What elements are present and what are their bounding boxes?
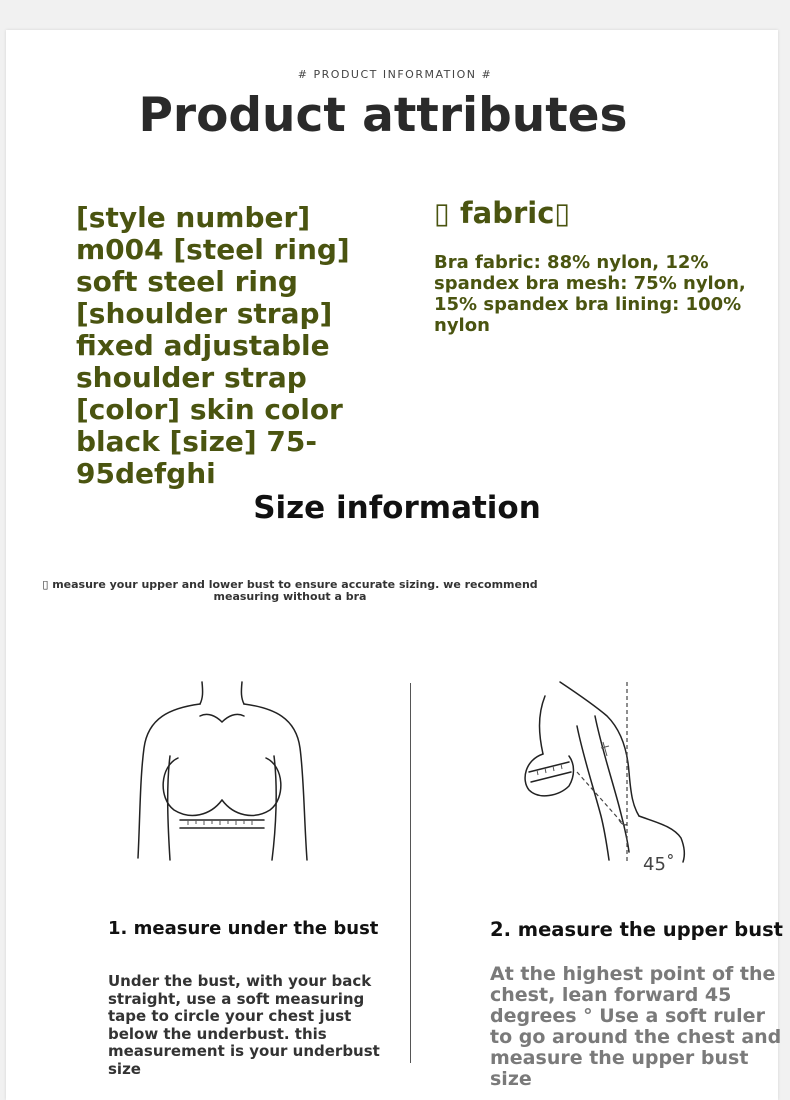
step-2-title: 2. measure the upper bust xyxy=(490,918,784,941)
underbust-illustration xyxy=(130,678,315,868)
size-information-title: Size information xyxy=(253,490,541,526)
attributes-text: [style number] m004 [steel ring] soft steel ring [shoulder strap] fixed adjustable shoulder strap [color] skin color black [size] 75-95defghi xyxy=(76,201,350,490)
fabric-heading: ▯ fabric▯ xyxy=(434,196,571,230)
step-divider xyxy=(410,683,411,1063)
angle-label: 45˚ xyxy=(643,854,675,875)
section-eyebrow: # PRODUCT INFORMATION # xyxy=(297,68,493,81)
upper-bust-illustration xyxy=(515,676,695,876)
measuring-note: ▯ measure your upper and lower bust to ensure accurate sizing. we recommend measuring without a bra xyxy=(42,578,538,603)
page-title: Product attributes xyxy=(138,88,628,143)
step-1-title: 1. measure under the bust xyxy=(108,918,379,939)
fabric-composition: Bra fabric: 88% nylon, 12% spandex bra mesh: 75% nylon, 15% spandex bra lining: 100% nylon xyxy=(434,252,746,336)
step-2-body: At the highest point of the chest, lean forward 45 degrees ° Use a soft ruler to go around the chest and measure the upper bust size xyxy=(490,963,782,1090)
step-1-body: Under the bust, with your back straight, use a soft measuring tape to circle your chest just below the underbust. this measurement is your underbust size xyxy=(108,972,380,1078)
